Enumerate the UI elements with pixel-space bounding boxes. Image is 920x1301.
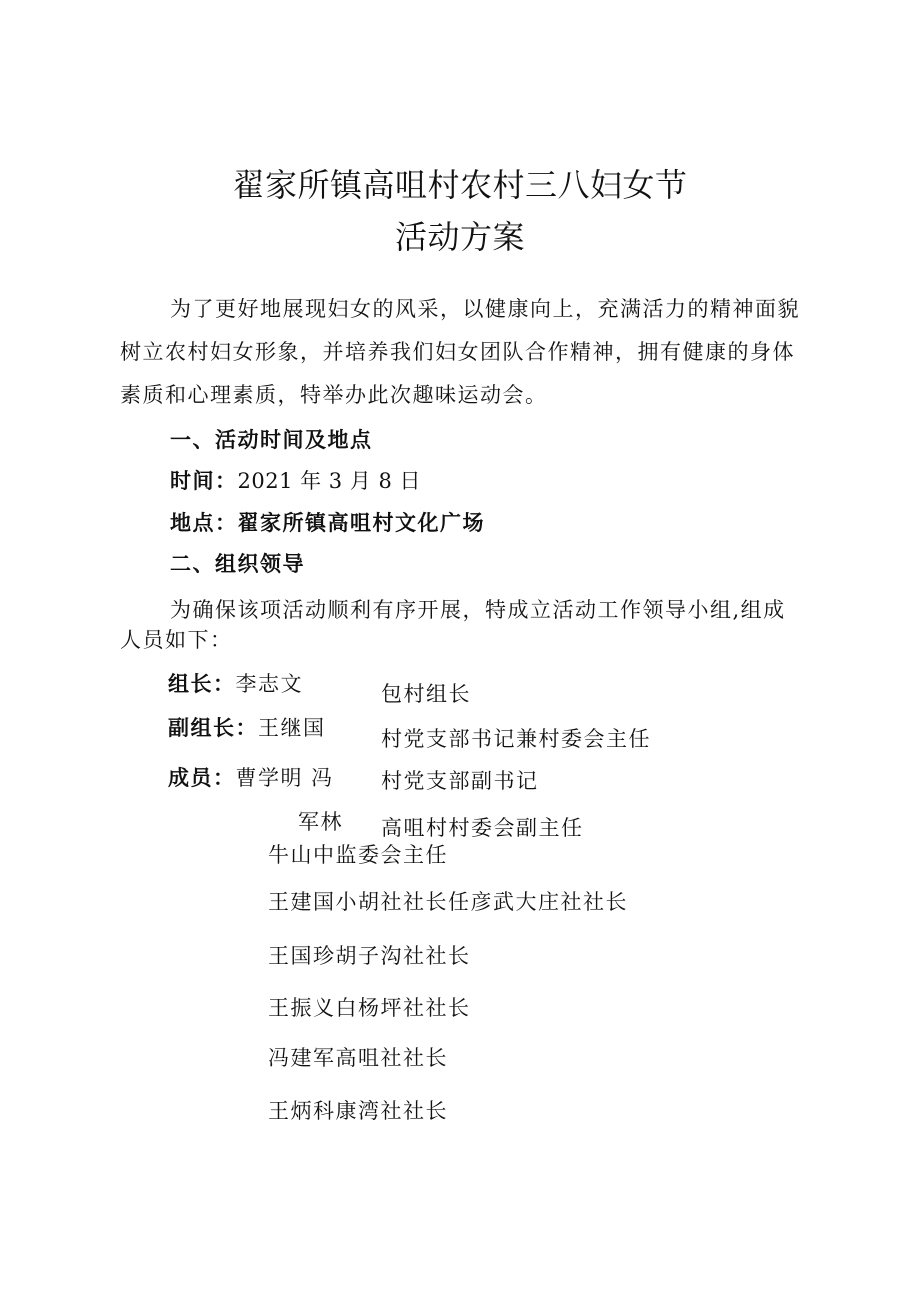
time-label: 时间： (170, 468, 238, 493)
section2-desc-line1: 为确保该项活动顺利有序开展，特成立活动工作领导小组,组成 (170, 598, 786, 622)
place-label: 地点： (170, 510, 238, 535)
member-names-1: 曹学明 冯 (235, 766, 334, 790)
intro-paragraph: 为了更好地展现妇女的风采，以健康向上，充满活力的精神面貌树立农村妇女形象，并培养我们妇女团队合作精神，拥有健康的身体素质和心理素质，特举办此次趣味运动会。 (120, 297, 800, 407)
section1-heading: 一、活动时间及地点 (170, 427, 373, 452)
member-names-2: 军林 (298, 810, 343, 834)
deputy-name: 王继国 (258, 716, 326, 740)
document-title-line2: 活动方案 (394, 218, 525, 256)
member-label: 成员： (168, 765, 236, 790)
member-role-2: 高咀村村委会副主任 (381, 816, 584, 840)
leader-row (168, 668, 303, 698)
member-list-item: 王国珍胡子沟社社长 (268, 944, 471, 968)
member-list-item: 冯建军高咀社社长 (268, 1046, 448, 1070)
member-list-item: 王炳科康湾社社长 (268, 1099, 448, 1123)
document-title-line1: 翟家所镇高咀村农村三八妇女节 (232, 166, 688, 204)
leader-name: 李志文 (235, 672, 303, 696)
section2-heading: 二、组织领导 (170, 551, 305, 576)
time-value: 2021 年 3 月 8 日 (237, 469, 422, 493)
leader-role: 包村组长 (381, 682, 471, 706)
member-list-item: 王振义白杨坪社社长 (268, 996, 471, 1020)
place-value: 翟家所镇高咀村文化广场 (237, 510, 485, 535)
member-role-1: 村党支部副书记 (381, 769, 539, 793)
member-list-item: 牛山中监委会主任 (268, 843, 448, 867)
member-list-item: 王建国小胡社社长任彦武大庄社社长 (268, 890, 628, 914)
event-time (170, 465, 421, 495)
member-row-1 (168, 762, 334, 792)
section2-desc-line2: 人员如下： (120, 628, 233, 652)
deputy-label: 副组长： (168, 715, 258, 740)
event-place (170, 507, 485, 537)
leader-label: 组长： (168, 671, 236, 696)
deputy-row (168, 712, 326, 742)
deputy-role: 村党支部书记兼村委会主任 (381, 727, 651, 751)
